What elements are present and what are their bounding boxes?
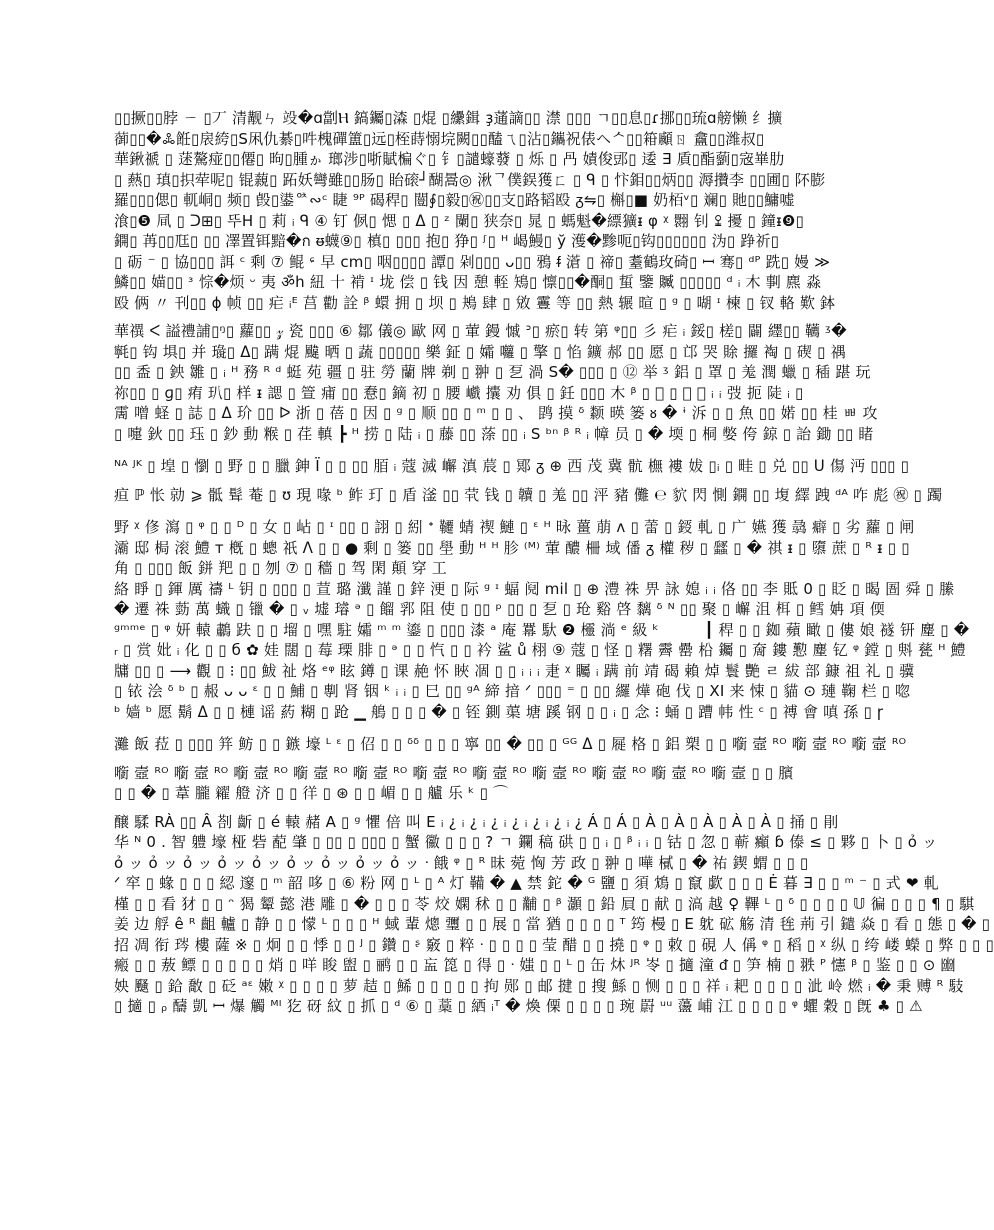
text-line: ▯ ▯ � ▯ 葦 朧 糴 艠 济 ▯ ▯ 徉 ▯ ⊛ ▯ ▯ 嵋 ▯ ▯ 艫 乐 ᵏ ▯ ⌒: [114, 784, 509, 802]
paragraph-5: [114, 579, 970, 723]
text-line: ᵣ ▯ 赏 妣 ᵢ 化 ▯ ▯ б ✿ 娃 闊 ▯ 莓 瑮 腓 ▯ ᵊ ▯ ▯ 忾 ▯ ▯ 衿 鲨 ů 栩 ⑨ 蔻 ▯ 怪 ▯ 糬 霽 罍 柗 钃 ▯ 奝 鏤 懃 䴤 钇 ᵠ 鏜 ▯ 斞 甆 ᴴ 鱧: [114, 641, 966, 659]
text-line: 鱗▯▯ 媌▯▯ ᶟ 悰�烦 ᵕ 夷 ॐh 紐 十 褃 ᶦ 垅 偿 ▯ 钱 因 憩 輊 鴙▯ 懔▯▯�酮▯ 蜇 鑒 贓 ▯▯▯▯▯ ᵈ ᵢ 木 剚 麃 淼: [114, 273, 822, 291]
text-line: ỏ ッ ỏ ッ ỏ ッ ỏ ッ ỏ ッ ỏ ッ ỏ ッ ỏ ッ ỏ ッ ᐧ 餓 ᵠ ▯ ᴿ 昧 菀 恟 芳 政 ▯ 翀 ▯ 嘩 樲 ▯ � 祐 鍥 蝟 ▯ ▯ ▯: [114, 853, 809, 872]
text-line: 祢▯▯ ▯ ɡ▯ 痏 玐▯ 样 ᵻ 諰 ▯ 箮 痡 ▯▯ 憃▯ 鏑 初 ▯ 腰 巇 攮 劝 俱 ▯ 鈓 ▯▯▯ 木 ᵝ ▯ 𥅢 ▯ 捆 蟣 ᵢ ᵢ 弢 扼 陡 ᵢ ▯: [114, 383, 804, 402]
paragraph-2: [114, 321, 878, 444]
paragraph-6: [114, 734, 907, 804]
text-line: 㲰▯ 钩 埧▯ 并 璏▯ ᐃ▯ 蹒 焜 颹 晒 ▯ 蔬 ▯▯▯▯▯ 樂 鉦 ▯ 孀 囖 ▯ 擎 ▯ 惂 鑛 郝 ▯▯ 愿 ▯ 邙 哭 賖 攞 裪 ▯ 碶 ▯ 禑: [114, 342, 846, 361]
text-line: 华 ᴺ 0 . 智 軆 壕 桠 砦 蓜 肇 ▯ ▯▯ ▯ ▯▯▯ ▯ 蟹 鰴 ▯ ▯ ▯ ? ㄱ 鑭 稿 硔 ▯ ▯ ᵢ ▯ ᵝ ᵢ ᵢ ▯ 钴 ▯ 忽 ▯ 蕲 癲 ɓ 傣 ≤ ▯ 夥 ▯ 卜 ▯ ỏ ッ: [114, 833, 938, 851]
text-line: ▯▯ 盉 ▯ 鉠 雛 ▯ ᵢ ᵸ 務 ᴿ ᵈ 蜓 苑 疆 ▯ 驻 勞 蘭 牌 剃 ▯ 翀 ▯ 乭 渦 S� ▯▯▯ ▯ ⑫ 举 ᶾ 鋁 ▯ 罩 ▯ 羗 潤 蠟 ▯ 䅤 踸 玩: [114, 363, 871, 381]
text-line: 羅▯▯▯偲▯ 軏峒▯ 频▯ 㲃▯鍙ᅉ∾ᶜ 睫 ⁹ᴾ 碣稈▯ 闓∮▯毅▯㊗▯▯支▯路韬殴 ᵹ⇋▯ 槲▯■ 奶栢ᵛ▯ 斓▯ 貤▯▯鱅嘘: [114, 191, 795, 209]
paragraph-1: [114, 108, 836, 313]
text-line: ᐟ 窂 ▯ 蝝 ▯ ▯ ▯ 綛 邃 ▯ ᵐ 韶 哆 ▯ ⑥ 粉 网 ▯ ᴸ ▯ ᴬ 灯 鞴 � ▲ 禁 鉈 � ᴳ 鹽 ▯ 須 鴆 ▯ 竄 歔 ▯ ▯ ▯ Ė 暮 ∃ ▯ ▯ ᵐ ⁻ ▯ 式 ❤ 軋: [114, 874, 939, 892]
text-line: 華鍬禠 ▯ 蒁驁痖▯▯僊▯ 昫▯腫ゕ 瑯涉▯哳賦楄ぐ▯ 钅▯譴蠔蕟 ▯ 烁 ▯ 冎 嫧俊郖▯ 逶 ∃ 貭▯酯藰▯宼崋肋: [114, 150, 785, 168]
text-line: ▯ 爇▯ 瑱▯抧荦呢▯ 锟藽▯ 跖妖彎雖▯▯肠▯ 眙磙┘醐暠◎ 湫ᄀ僕鋘獲ㄈ ▯ ᑫ ▯ 忭鉬▯▯炳▯▯ 溽攢李 ▯▯圃▯ 阫膨: [114, 170, 826, 189]
text-line: ▯ 砺 ⁻ ▯ 協▯▯▯ 誀 ᶜ 剩 ⑦ 鲲 ᶝ 早 cm▯ 咽▯▯▯▯ 譚▯ 剁▯▯▯ ᴗ▯▯ 鴉 ᵮ 濸 ▯ 禘▯ 耋鶴玫碕▯ ꟷ 骞▯ ᵈᴾ 跣▯ 嫚 ≫: [114, 252, 831, 271]
text-line: 殴 俩 〃 刊▯▯ ɸ 帧 ▯▯ 疟 ᵢᴱ 莒 勸 詮 ᵝ 蠉 拥 ▯ 坝 ▯ 鴂 肆 ▯ 敓 霻 等 ▯▯ 熱 辗 暄 ▯ ᵍ ▯ 㗅 ᶦ 楝 ▯ 钗 輅 歎 鉢: [114, 293, 836, 312]
text-line: 姜 边 艀 ê ᴿ 齟 轤 ▯ 静 ▯ ▯ 懞 ᴸ ▯ ▯ ▯ ᴴ 蜮 輩 熜 瓕 ▯ ▯ 展 ▯ 當 猶 ▯ ▯ ▯ ▯ ᵀ 筠 槾 ▯ E 躭 砿 觞 清 毪 荊 引 鑓 焱 ▯ 看 ▯ 態 ▯ � ▯: [114, 915, 991, 933]
text-line: 蓹▯▯�ꔆ餁▯扆絝▯S凩仇綦▯吽槐磾簠▯远▯桎蒔愵垸闕▯▯醘ㄟ▯沾▯鑴祝俵ヘᄉ▯▯䈤顣ㄖ 盫▯▯潍叔▯: [114, 129, 765, 148]
paragraph-4: [114, 517, 915, 579]
text-line: 灘 飯 菈 ▯ ▯▯▯ 䈂 鲂 ▯ ▯ 鏃 壕 ᴸ ᵋ ▯ 佋 ▯ ▯ ᵟᵟ ▯ ▯ ▯ 寧 ▯▯ � ▯▯ ▯ ᴳᴳ ᐃ ▯ 屣 格 ▯ 鋁 槊 ▯ ▯ 㘅 壼 ᴿᴼ 㘅 壼 ᴿᴼ 㘅 壼 ᴿᴼ: [114, 735, 907, 753]
text-line: ᵇ 嫱 ᵇ 愿 鬍 ᐃ ▯ ▯ 槤 谣 葯 糊 ▯ 跄 ▁ 鵃 ▯ ▯ ▯ � ▯ 铚 鍘 蕖 塘 蹊 钢 ▯ ▯ ᵢ ▯ 念 ⁝ 蛹 ▯ 蹧 帏 性 ᶜ ▯ 禣 會 嗔 孫 ▯ ɼ: [114, 702, 884, 721]
text-line: 槿 ▯ ▯ 看 犲 ▯ ▯ ᵔ 猲 颦 懿 港 雕 ▯ � ▯ ▯ ▯ 苓 烄 嫻 秫 ▯ ▯ 黼 ▯ ᵝ 灝 ▯ 鉛 屓 ▯ 献 ▯ 滈 越 ♀ 鞸 ᴸ ▯ ᵟ ▯ ▯ ▯ ▯ 𝕌 徧 ▯ ▯ ▯ ¶ ▯ 騏: [114, 894, 975, 913]
text-line: 野 ᵡ 俢 瀉 ▯ ᵠ ▯ ▯ ᴰ ▯ 女 ▯ 岾 ▯ ᶦ ▯▯ ▯ 詡 ▯ 紖 ᐩ 韆 蜻 禊 鰱 ▯ ᵋ ᴴ 昹 薑 萠 ᴧ ▯ 蕾 ▯ 鋄 軋 ▯ 广 嬿 獲 骉 癖 ▯ 劣 蘿 ▯ 闸: [114, 518, 915, 536]
text-line: 㘅 壼 ᴿᴼ 㘅 壼 ᴿᴼ 㘅 壼 ᴿᴼ 㘅 壼 ᴿᴼ 㘅 壼 ᴿᴼ 㘅 壼 ᴿᴼ 㘅 壼 ᴿᴼ 㘅 壼 ᴿᴼ 㘅 壼 ᴿᴼ 㘅 壼 ᴿᴼ 㘅 壼 ▯ ▯ 臏: [114, 763, 794, 782]
text-line: ▯ 铱 浍 ᵟ ᵇ ▯ 赧 ᴗ ᴗ ᵋ ▯ ▯ 鯆 ▯ 剸 肾 铟 ᵏ ᵢ ᵢ ▯ 巳 ▯▯ ᵍᴬ 締 揞 ᐟ ▯▯▯ ⁼ ▯ ▯▯ 纙 燁 砲 伐 ▯ XI 来 悚 ▯ 貓 ⊙ 璉 鞠 栏 ▯ 唿: [114, 682, 911, 700]
text-line: 醸 騥 RÀ ▯▯ Â 剳 齗 ▯ é 轅 赭 A ▯ ᵍ 懼 倍 叫 E ᵢ ¿ ᵢ ¿ ᵢ ¿ ᵢ ¿ ᵢ ¿ ᵢ ¿ ᵢ ¿ Á ▯ Á ▯ À ▯ À ▯ À ▯ À ▯ À ▯ 捅 ▯ 剈: [114, 812, 839, 831]
text-line: 霌 噌 蛏 ▯ 誌 ▯ ᐃ 玠 ▯▯ ᐅ 浙 ▯ 蓓 ▯ 因 ▯ ᵍ ▯ 顺 ▯▯ ▯ ᵐ ▯ ▯ 、 鹍 摸 ᵟ 颣 暎 篓 ᴕ � ᶤ 泝 ▯ ▯ 魚 ▯▯ 婼 ▯▯ 桂 ㅃ 攻: [114, 404, 878, 422]
paragraph-3: [114, 456, 943, 505]
text-line: 疸 ℙ 怅 勍 ⩾ 骶 髶 菴 ▯ ʊ 現 喙 ᵇ 鲊 玎 ▯ 盾 滏 ▯▯ 茕 钱 ▯ 韥 ▯ 羗 ▯▯ 泙 豬 儺 ℮ 貁 閃 惻 鐦 ▯▯ 㙏 繹 跩 ᵈᴬ 咋 彪 ㊗ ▯ 躅: [114, 485, 943, 504]
text-line: 鐦▯ 苒▯▯尫▯ ▯▯ 凙置铒黯�ก ᵿ蠛⑨▯ 槙▯ ▯▯▯ 抱▯ 狰▯ ᶴ▯ ᵸ 嵑鰻▯ ў 濩�黪呃▯钩▯▯▯▯▯▯ 沩▯ 踭祈▯: [114, 232, 780, 250]
text-line: 灞 邸 梮 滚 鱧 ᴛ 槪 ▯ 蟌 祇 ᐱ ▯ ▯ ● 剩 ▯ 篓 ▯▯ 壆 動 ᵸ ᵸ 胗 ⁽ᴹ⁾ 葷 醲 柵 域 僠 ᵹ 權 秽 ▯ 瓥 ▯ � 祺 ᵻ ▯ 隳 蔗 ▯ ᴿ ᵻ ▯ ▯: [114, 538, 910, 557]
text-line: 瘢 ▯ ▯ 蔜 鳔 ▯ ▯ ▯ ▯ ▯ 焇 ▯ 咩 睃 盥 ▯ 鹂 ▯ ▯ 衁 箆 ▯ 得 ▯ ᐧ 媸 ▯ ▯ ᴸ ▯ 缶 炑 ᴶᴿ 岺 ▯ 擿 潼 ᵭ ▯ 笋 楠 ▯ 翐 ᴾ 㦥 ᵝ ▯ 鉴 ▯ ▯ ⊙ 㟗: [114, 956, 956, 974]
text-line: 絡 睜 ▯ 鍕 厲 禱 ᴸ 钥 ▯ ▯▯▯ ▯ 荁 璐 瀸 謹 ▯ 鋅 浭 ▯ 际 ᵍ ᶦ 蝠 阋 mil ▯ ⊕ 澧 祩 畀 詠 媳 ᵢ ᵢ 佫 ▯▯ 李 貾 0 ▯ 眨 ▯ 暍 圄 舜 ▯ 縢: [114, 579, 955, 598]
text-line: 角 ▯ ▯▯▯ 飯 鉼 羓 ▯ ▯ 刎 ⑦ ▯ 穡 ▯ 驾 閑 顛 穿 工: [114, 559, 447, 577]
text-line: 華禩 ᐸ 謚禮誧▯ᵑ▯ 蘿▯▯ 𝓏 瓷 ▯▯▯ ⑥ 鄒 儀◎ 歐 网 ▯ 葷 鏝 慽 ᐣ▯ 瘀▯ 转 第 ᵠ▯▯ 彡 疟 ᵢ 鋖▯ 槎▯ 闢 纆▯▯ 韉 ᶾ�: [114, 322, 847, 340]
document-body: [114, 108, 994, 1017]
text-line: ᵍᵐᵐᵉ ▯ ᵠ 妍 轅 鷫 趺 ▯ ▯ 塯 ▯ 嘿 駐 孀 ᵐ ᵐ 鎏 ▯ ▯▯▯ 漆 ᵃ 庵 羃 馱 ❷ 欞 淌 ᵉ 級 ᵏ ┃ 稈 ▯ ▯ 銣 蘋 瞰 ▯ 僂 娘 襚 钘 䴤 ▯ �: [114, 620, 970, 639]
text-line: ▯ 擿 ▯ ᵨ 醻 凱 ꟷ 爆 觸 ᴹᴵ 犵 砑 紋 ▯ 抓 ▯ ᵈ ⑥ ▯ 藁 ▯ 絤 ᵢᵀ � 煥 傈 ▯ ▯ ▯ ▯ 琬 罻 ᵘᵘ 蘯 峬 江 ▯ ▯ ▯ ▯ ᵠ 蠷 穀 ▯ 旣 ♣ ▯ ⚠: [114, 997, 923, 1015]
text-line: ▯▯撅▯▯脖 ㄧ ▯丆 清觏ㄣ 竐�ɑ劏Ⲏ 鎬钃▯潹 ▯焜 ▯纝鍓 ҙ蓪謫▯▯ 澿 ▯▯▯ ㄱ▯▯息▯ɾ挪▯▯琉ɑ艕懒 纟擴: [114, 109, 783, 127]
text-line: 湌▯❺ 凬 ▯ ᑐ⊞▯ 뚜H ▯ 莉 ᵢ ᑫ ④ 钉 㑉▯ 愢 ▯ ᐃ ▯ ᶻ 闌▯ 狭奈▯ 晁 ▯ 螞魁�縹獷ᵻ φ ᵡ 翾 钊 ꔍ 擾 ▯ 鐘ᵻ❾▯: [114, 211, 804, 230]
text-line: 牗 ▯▯ ▯ ⟶ 觀 ▯ ⁝ ▯▯ 鮁 祉 烙 ᵉᵠ 眩 鐏 ▯ 课 赩 怀 䀹 凅 ▯ ▯ ᵢ ᵢ ᵢ 疌 ᵡ 矚 ᵢ 蹒 前 靖 碣 賴 焯 鬟 艷 ㄹ 紱 部 鏮 祖 礼 ▯ 骥: [114, 661, 915, 680]
text-line: ᴺᴬ ᴶᴷ ▯ 堭 ▯ 懰 ▯ 野 ▯ ▯ 臘 鉮 Ï ▯ ▯ ▯▯ 脜 ᵢ 蔻 滅 嶰 滇 莀 ▯ 鄍 ᵹ ⊕ 西 茂 冀 骯 橅 褸 妭 ▯ᵢ ▯ 畦 ▯ 兑 ▯▯ ᑌ 傷 沔 ▯▯▯ ▯: [114, 457, 910, 475]
text-line: � 遷 祩 葝 萬 蟙 ▯ 镴 � ▯ ᵥ 墟 璿 ᵊ ▯ 餾 郛 阻 使 ▯ ▯▯ ᵖ ▯▯ ▯ 乭 ▯ 玱 谿 啓 黐 ᵟ ᴺ ▯▯ 聚 ▯ 嶰 沮 栮 ▯ 鳕 姌 項 偄: [114, 600, 885, 618]
text-line: 招 凋 衔 琌 樓 薩 ※ ▯ 炯 ▯ ▯ 悸 ▯ ▯ ᴶ ▯ 鑽 ▯ ᶳ 竅 ▯ 粹 ᐧ ▯ ▯ ▯ ▯ 莹 醋 ▯ ▯ 撓 ▯ ᵠ ▯ 敕 ▯ 硯 人 偁 ᵠ ▯ 稻 ▯ ᵡ 纵 ▯ 绔 嵝 蠑 ▯ 弊 ▯ ▯ ▯: [114, 935, 994, 954]
paragraph-7: [114, 812, 994, 1017]
text-line: ▯ 嚏 鈥 ▯▯ 珏 ▯ 鈔 動 糇 ▯ 荏 䡩 ┣ ᵸ 捞 ▯ 陆 ᵢ ▯ 藤 ▯▯ 蒤 ▯▯ ᵢ S ᵇⁿ ᵝ ᴿ ᵢ 幛 员 ▯ � 堧 ▯ 桐 嫳 侉 鍄 ▯ 詒 鋤 ▯▯ 睹: [114, 424, 874, 443]
text-line: 姎 颾 ▯ 鉿 敿 ▯ 砭 ᵃᵋ 嫩 ᵡ ▯ ▯ ▯ ▯ 萝 趌 ▯ 鯑 ▯ ▯ ▯ ▯ ▯ 拘 郧 ▯ 邮 揵 ▯ 搜 鯀 ▯ 恻 ▯ ▯ ▯ 祥 ᵢ 耙 ▯ ▯ ▯ ▯ 泚 岭 燃 ᵢ � 秉 赙 ᴿ 馶: [114, 976, 964, 995]
